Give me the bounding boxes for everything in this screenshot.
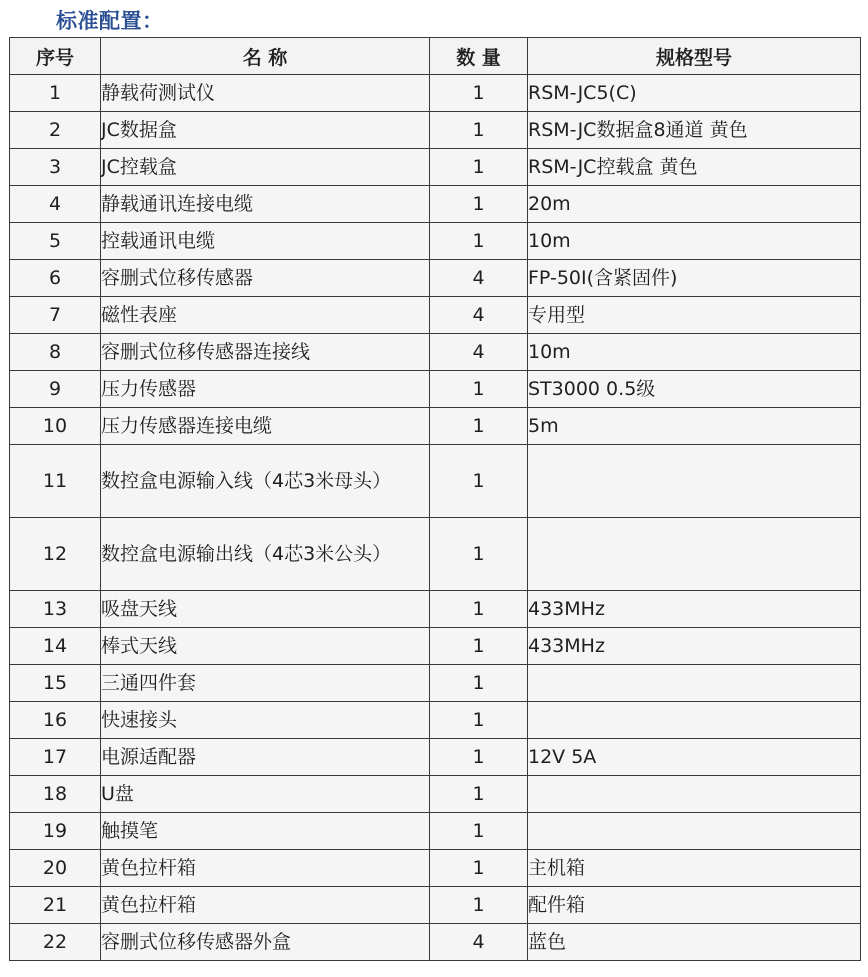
header-model: 规格型号 [528,38,861,75]
page-title: 标准配置： [56,9,164,33]
cell-model: 433MHz [528,628,861,665]
cell-qty: 1 [430,223,528,260]
table-row [10,223,861,260]
cell-qty: 4 [430,297,528,334]
cell-model: 蓝色 [528,924,861,961]
cell-no: 6 [10,260,101,297]
cell-qty: 1 [430,702,528,739]
table-row [10,665,861,702]
cell-qty: 1 [430,186,528,223]
cell-name: 数控盒电源输入线（4芯3米母头） [101,445,430,518]
cell-model: 配件箱 [528,887,861,924]
cell-qty: 1 [430,591,528,628]
table-row [10,371,861,408]
table-row [10,591,861,628]
table-row [10,813,861,850]
cell-no: 4 [10,186,101,223]
table-row [10,628,861,665]
cell-model [528,518,861,591]
cell-model [528,776,861,813]
table-row [10,445,861,518]
table-row [10,75,861,112]
cell-name: U盘 [101,776,430,813]
table-body [10,75,861,961]
header-qty: 数 量 [430,38,528,75]
cell-name: 触摸笔 [101,813,430,850]
table-row [10,776,861,813]
cell-qty: 1 [430,112,528,149]
cell-name: JC控载盒 [101,149,430,186]
cell-no: 13 [10,591,101,628]
cell-model: 5m [528,408,861,445]
cell-no: 16 [10,702,101,739]
cell-model: 20m [528,186,861,223]
cell-qty: 1 [430,408,528,445]
table-row [10,260,861,297]
cell-no: 20 [10,850,101,887]
cell-name: 吸盘天线 [101,591,430,628]
cell-no: 7 [10,297,101,334]
cell-no: 5 [10,223,101,260]
cell-model: 433MHz [528,591,861,628]
cell-name: 棒式天线 [101,628,430,665]
cell-name: 快速接头 [101,702,430,739]
cell-qty: 1 [430,149,528,186]
spec-table [9,37,861,961]
cell-no: 17 [10,739,101,776]
cell-model: ST3000 0.5级 [528,371,861,408]
cell-name: 控载通讯电缆 [101,223,430,260]
cell-name: 静载通讯连接电缆 [101,186,430,223]
cell-no: 11 [10,445,101,518]
cell-qty: 1 [430,371,528,408]
table-row [10,149,861,186]
cell-qty: 1 [430,665,528,702]
cell-model: RSM-JC5(C) [528,75,861,112]
cell-name: 压力传感器连接电缆 [101,408,430,445]
cell-name: 黄色拉杆箱 [101,850,430,887]
table-row [10,739,861,776]
cell-no: 14 [10,628,101,665]
cell-model: RSM-JC控载盒 黄色 [528,149,861,186]
table-row [10,186,861,223]
cell-no: 22 [10,924,101,961]
cell-qty: 1 [430,445,528,518]
cell-no: 21 [10,887,101,924]
table-row [10,112,861,149]
cell-model [528,445,861,518]
header-name: 名 称 [101,38,430,75]
cell-qty: 1 [430,739,528,776]
cell-name: 数控盒电源输出线（4芯3米公头） [101,518,430,591]
table-row [10,887,861,924]
cell-name: 静载荷测试仪 [101,75,430,112]
cell-no: 1 [10,75,101,112]
cell-qty: 1 [430,887,528,924]
cell-qty: 4 [430,924,528,961]
cell-no: 12 [10,518,101,591]
cell-qty: 1 [430,813,528,850]
cell-model [528,665,861,702]
cell-no: 2 [10,112,101,149]
table-row [10,850,861,887]
cell-qty: 1 [430,628,528,665]
cell-model: 主机箱 [528,850,861,887]
cell-name: JC数据盒 [101,112,430,149]
table-row [10,408,861,445]
cell-no: 15 [10,665,101,702]
cell-no: 9 [10,371,101,408]
cell-model: 12V 5A [528,739,861,776]
cell-model: 10m [528,223,861,260]
cell-no: 18 [10,776,101,813]
cell-qty: 4 [430,334,528,371]
cell-name: 三通四件套 [101,665,430,702]
table-header-row [10,38,861,75]
cell-no: 10 [10,408,101,445]
cell-name: 电源适配器 [101,739,430,776]
cell-no: 8 [10,334,101,371]
cell-qty: 1 [430,776,528,813]
cell-no: 3 [10,149,101,186]
cell-name: 压力传感器 [101,371,430,408]
cell-no: 19 [10,813,101,850]
cell-name: 黄色拉杆箱 [101,887,430,924]
cell-model [528,702,861,739]
cell-qty: 4 [430,260,528,297]
table-row [10,924,861,961]
table-row [10,334,861,371]
cell-qty: 1 [430,850,528,887]
cell-model: 10m [528,334,861,371]
cell-model: 专用型 [528,297,861,334]
cell-model [528,813,861,850]
cell-name: 容删式位移传感器 [101,260,430,297]
table-row [10,297,861,334]
table-row [10,702,861,739]
cell-model: RSM-JC数据盒8通道 黄色 [528,112,861,149]
cell-name: 容删式位移传感器外盒 [101,924,430,961]
table-row [10,518,861,591]
cell-name: 容删式位移传感器连接线 [101,334,430,371]
cell-model: FP-50I(含紧固件) [528,260,861,297]
header-no: 序号 [10,38,101,75]
cell-qty: 1 [430,75,528,112]
cell-qty: 1 [430,518,528,591]
cell-name: 磁性表座 [101,297,430,334]
